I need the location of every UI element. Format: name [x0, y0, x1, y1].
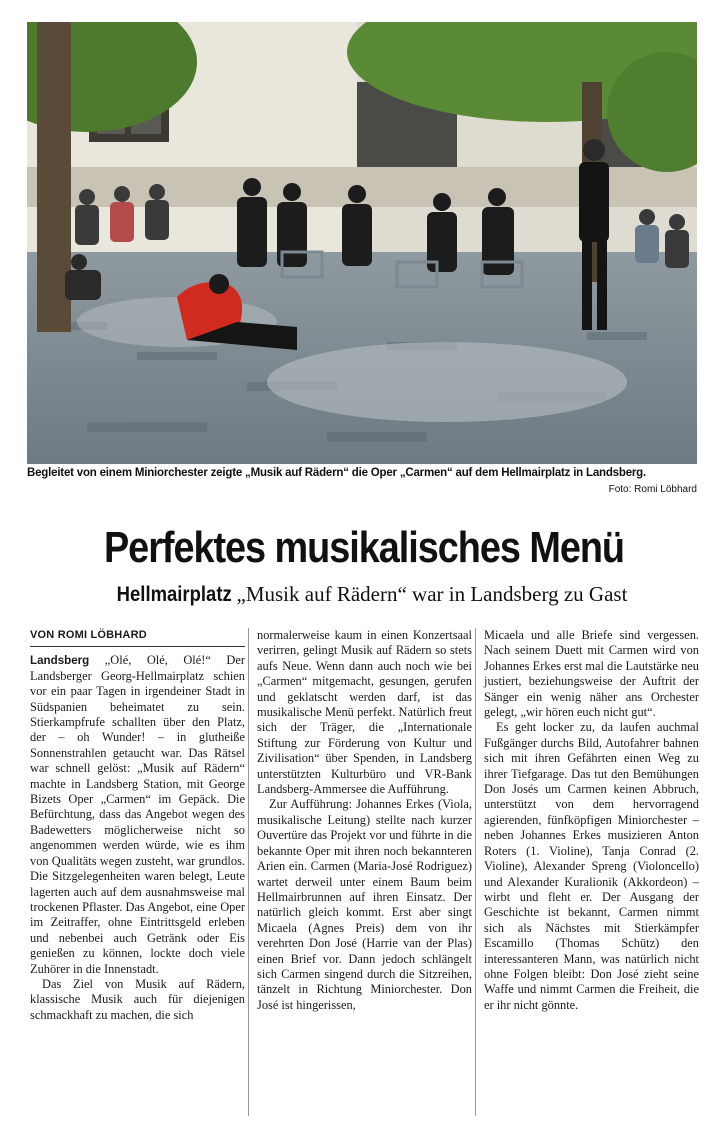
paragraph — [30, 653, 245, 977]
paragraph-text: „Olé, Olé, Olé!“ Der Landsberger Georg-Hellmairplatz schien vor ein paar Tagen in irgendeiner Stadt in Südspanien beheimatet zu sein. Stierkampfrufe schallten über den Platz, der – oh Wunder! – in glutheiße Sonnenstrahlen getaucht war. Das Rätsel war schnell gelöst: „Musik auf Rädern“ machte in Landsberg Station, mit George Bizets Oper „Carmen“ im Gepäck. Die Befürchtung, dass das Angebot wegen des Badewetters möglicherweise nicht so angenommen werden würde, wie es ihm von Qualitäts wegen zusteht, war grundlos. Die Sitzgelegenheiten waren belegt, Leute lagerten auch auf dem ausnahmsweise mal trockenen Pflaster. Das Angebot, eine Oper im Zeitraffer, ohne Eintrittsgeld erleben und nebenbei auch Getränk oder Eis genießen zu können, lockte doch viele Zuhörer in die Innenstadt. — [30, 653, 245, 976]
paragraph: Es geht locker zu, da laufen auchmal Fußgänger durchs Bild, Autofahrer bahnen sich mit ihren Gefährten einen Weg zu ihrer Tiefgarage. Das tut den Bemühungen Don Josés um Carmen keinen Abbruch, unterstützt von dem hervorragend agierenden, fünfköpfigen Miniorchester – neben Johannes Erkes musizieren Anton Roters (1. Violine), Tanja Conrad (2. Violine), Alexander Spreng (Violoncello) und Alexander Kuralionik (Akkordeon) – wirbt und fleht er. Der Ausgang der Geschichte ist bekannt, Carmen nimmt sich als Nächstes mit Stierkämpfer Escamillo (Thomas Schütz) den interessanteren Mann, was natürlich nicht ohne Folgen bleibt: Don José zieht seine Waffe und nimmt Carmen die Freiheit, die er ihr nicht gönnte. — [484, 720, 699, 1012]
paragraph: normalerweise kaum in einen Konzertsaal verirren, gelingt Musik auf Rädern so stets aufs Neue. Wenn dann auch noch wie bei „Carmen“ mitgemacht, gesungen, gerufen und geklatscht werden darf, ist das musikalische Menü perfekt. Natürlich freut sich der Träger, die „Internationale Stiftung zur Förderung von Kultur und Zivilisation“ über Spenden, in Landsberg unterstützten Kulturbüro und VR-Bank Landsberg-Ammersee die Aufführung. — [257, 628, 472, 797]
paragraph: Micaela und alle Briefe sind vergessen. Nach seinem Duett mit Carmen wird von Johannes Erkes erst mal die Lautstärke neu justiert, beziehungsweise der Auftrit der Sänger ein wenig näher ans Orchester gelegt, „wir hören euch nicht gut“. — [484, 628, 699, 720]
author-byline: VON ROMI LÖBHARD — [30, 628, 245, 647]
article-subheadline — [0, 580, 728, 609]
dateline: Landsberg — [30, 654, 90, 668]
article-photo — [27, 22, 697, 464]
column-divider — [248, 628, 249, 1116]
paragraph: Zur Aufführung: Johannes Erkes (Viola, musikalische Leitung) stellte nach kurzer Ouvertüre das Projekt vor und führte in die bekannte Oper mit ihren noch bekannteren Arien ein. Carmen (Maria-José Rodriguez) wartet derweil unter einem Baum beim Hellmairbrunnen auf ihren Einsatz. Der natürlich gleich kommt. Erst aber singt Micaela (Agnes Preis) dem von ihr verehrten Don José (Harrie van der Plas) einen Brief vor. Dann jedoch schlängelt sich Carmen singend durch die Sitzreihen, tänzelt in Richtung Miniorchester. Don José ist hingerissen, — [257, 797, 472, 1012]
subheadline-kicker: Hellmairplatz — [116, 583, 232, 606]
article-headline: Perfektes musikalisches Menü — [103, 523, 625, 572]
paragraph: Das Ziel von Musik auf Rädern, klassische Musik auch für diejenigen schmackhaft zu machen, die sich — [30, 976, 245, 1022]
subheadline-text: „Musik auf Rädern“ war in Landsberg zu Gast — [236, 582, 628, 606]
photo-credit: Foto: Romi Löbhard — [608, 484, 697, 495]
column-divider — [475, 628, 476, 1116]
photo-caption: Begleitet von einem Miniorchester zeigte „Musik auf Rädern“ die Oper „Carmen“ auf dem Hellmairplatz in Landsberg. — [27, 467, 646, 479]
article-column-2 — [257, 628, 472, 1013]
opera-performance-photo — [27, 22, 697, 464]
article-column-1 — [30, 628, 245, 1023]
article-column-3 — [484, 628, 699, 1013]
